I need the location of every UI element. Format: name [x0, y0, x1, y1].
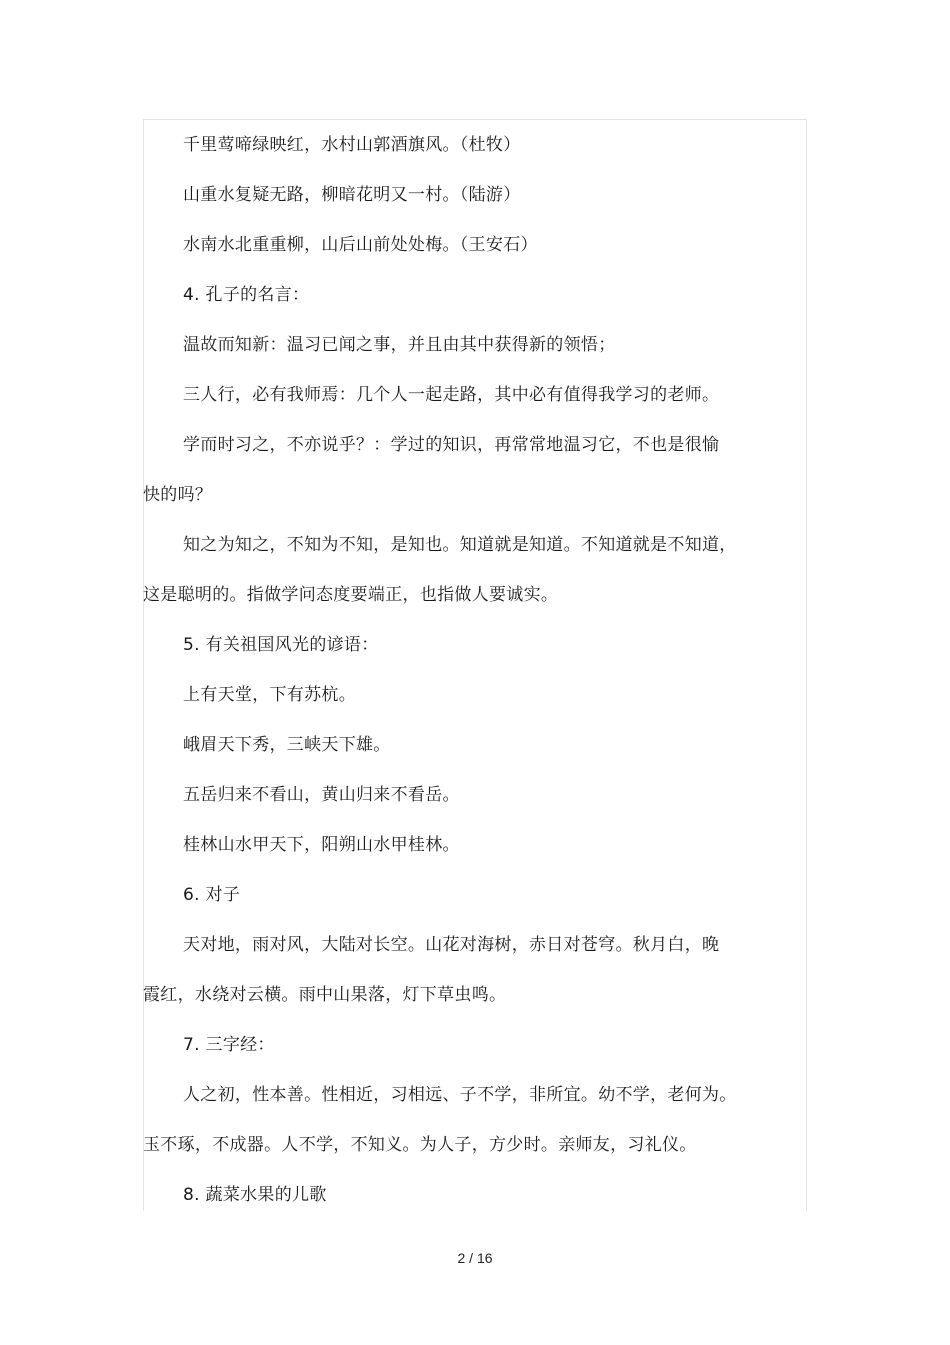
- proverb-line-emei: 峨眉天下秀，三峡天下雄。: [183, 735, 391, 755]
- section-heading-scenery: 5. 有关祖国风光的谚语：: [183, 635, 379, 655]
- document-body: [143, 120, 763, 1220]
- sanzijing-line-2: 玉不琢，不成器。人不学，不知义。为人子，方少时。亲师友，习礼仪。: [143, 1135, 697, 1155]
- proverb-line-huangshan: 五岳归来不看山，黄山归来不看岳。: [183, 785, 460, 805]
- couplet-line-1-cont: 霞红，水绕对云横。雨中山果落，灯下草虫鸣。: [143, 985, 507, 1005]
- section-heading-confucius: 4. 孔子的名言：: [183, 285, 310, 305]
- sanzijing-line-1: 人之初，性本善。性相近，习相远、子不学，非所宜。幼不学，老何为。: [183, 1085, 737, 1105]
- page-number: 2 / 16: [457, 1250, 493, 1266]
- couplet-line-1: 天对地，雨对风，大陆对长空。山花对海树，赤日对苍穹。秋月白，晚: [183, 935, 720, 955]
- quote-line-xueer-cont: 快的吗？: [143, 485, 213, 505]
- section-heading-vegetables: 8. 蔬菜水果的儿歌: [183, 1185, 327, 1205]
- quote-line-xueer: 学而时习之，不亦说乎？：学过的知识，再常常地温习它，不也是很愉: [183, 435, 720, 455]
- proverb-line-guilin: 桂林山水甲天下，阳朔山水甲桂林。: [183, 835, 460, 855]
- section-heading-couplets: 6. 对子: [183, 885, 241, 905]
- poem-line-luyou: 山重水复疑无路，柳暗花明又一村。（陆游）: [183, 185, 521, 205]
- quote-line-zhizhi-cont: 这是聪明的。指做学问态度要端正，也指做人要诚实。: [143, 585, 559, 605]
- poem-line-dumu: 千里莺啼绿映红，水村山郭酒旗风。（杜牧）: [183, 135, 521, 155]
- quote-line-zhizhi: 知之为知之，不知为不知，是知也。知道就是知道。不知道就是不知道，: [183, 535, 737, 555]
- quote-line-sanrenxing: 三人行，必有我师焉：几个人一起走路，其中必有值得我学习的老师。: [183, 385, 720, 405]
- section-heading-sanzijing: 7. 三字经：: [183, 1035, 275, 1055]
- proverb-line-suhang: 上有天堂，下有苏杭。: [183, 685, 356, 705]
- poem-line-wanganshi: 水南水北重重柳，山后山前处处梅。（王安石）: [183, 235, 538, 255]
- quote-line-wengu: 温故而知新：温习已闻之事，并且由其中获得新的领悟；: [183, 335, 616, 355]
